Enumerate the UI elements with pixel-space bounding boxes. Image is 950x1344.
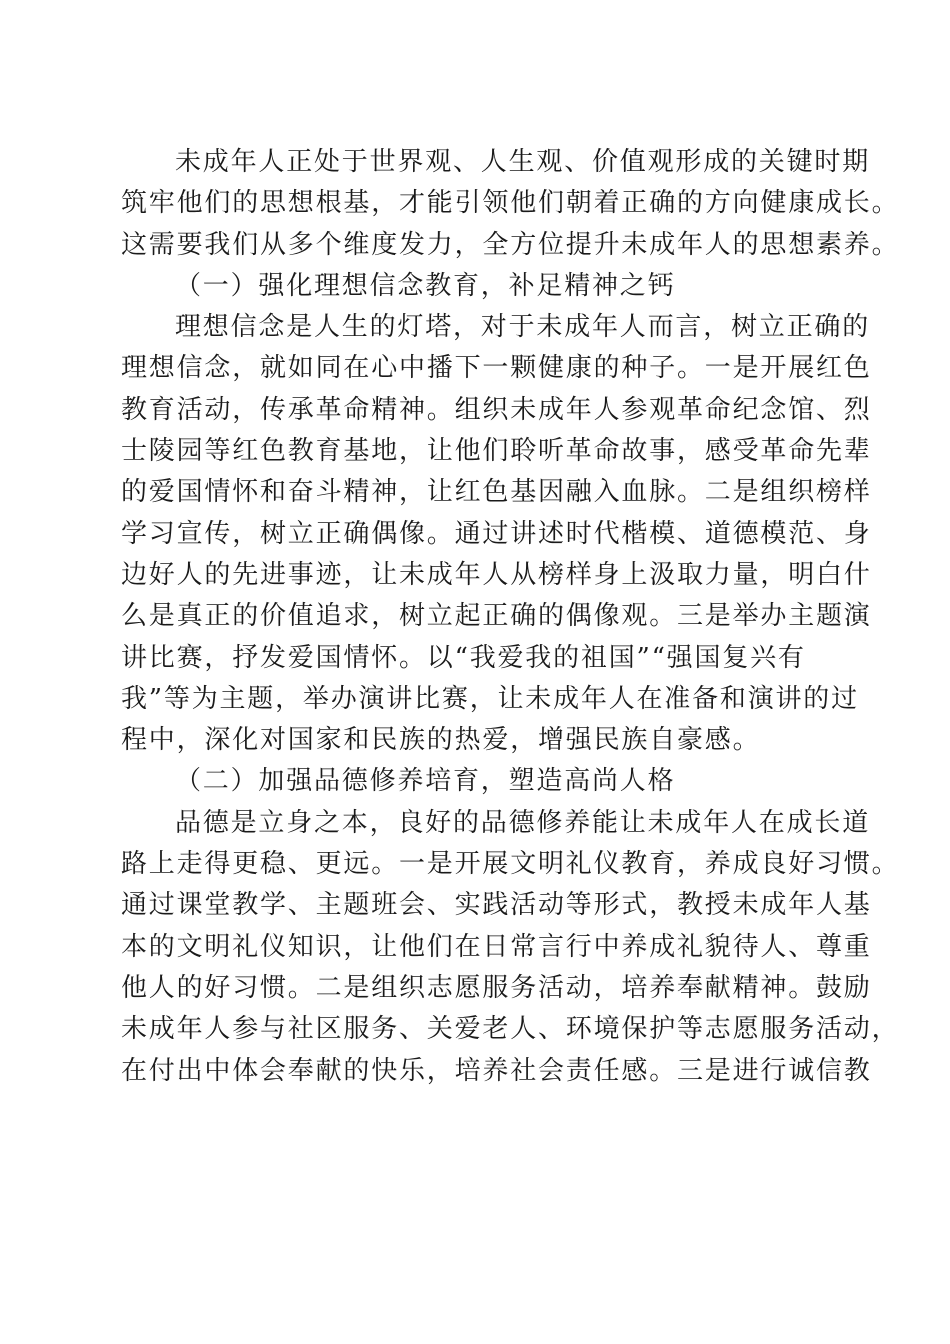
paragraph-line: 理想信念，就如同在心中播下一颗健康的种子。一是开展红色: [121, 353, 872, 384]
paragraph-line: 的爱国情怀和奋斗精神，让红色基因融入血脉。二是组织榜样: [121, 477, 872, 508]
paragraph-line: 筑牢他们的思想根基，才能引领他们朝着正确的方向健康成长。: [121, 188, 900, 219]
paragraph-line: 士陵园等红色教育基地，让他们聆听革命故事，感受革命先辈: [121, 436, 872, 467]
paragraph-line: 未成年人参与社区服务、关爱老人、环境保护等志愿服务活动，: [121, 1014, 900, 1045]
paragraph-line: 理想信念是人生的灯塔，对于未成年人而言，树立正确的: [175, 312, 871, 343]
paragraph-line: 教育活动，传承革命精神。组织未成年人参观革命纪念馆、烈: [121, 394, 872, 425]
paragraph-line: 讲比赛，抒发爱国情怀。以“我爱我的祖国”“强国复兴有: [121, 642, 806, 673]
paragraph-line: 在付出中体会奉献的快乐，培养社会责任感。三是进行诚信教: [121, 1055, 872, 1086]
paragraph-line: 边好人的先进事迹，让未成年人从榜样身上汲取力量，明白什: [121, 559, 872, 590]
paragraph-line: 这需要我们从多个维度发力，全方位提升未成年人的思想素养。: [121, 229, 900, 260]
paragraph-line: 我”等为主题，举办演讲比赛，让未成年人在准备和演讲的过: [121, 683, 859, 714]
body-text: [121, 142, 900, 1092]
section-heading-2: （二）加强品德修养培育，塑造高尚人格: [175, 766, 676, 797]
paragraph-line: 本的文明礼仪知识，让他们在日常言行中养成礼貌待人、尊重: [121, 931, 872, 962]
section-heading-1: （一）强化理想信念教育，补足精神之钙: [175, 270, 676, 301]
paragraph-line: 他人的好习惯。二是组织志愿服务活动，培养奉献精神。鼓励: [121, 972, 872, 1003]
paragraph-line: 么是真正的价值追求，树立起正确的偶像观。三是举办主题演: [121, 601, 872, 632]
paragraph-line: 程中，深化对国家和民族的热爱，增强民族自豪感。: [121, 725, 761, 756]
paragraph-line: 通过课堂教学、主题班会、实践活动等形式，教授未成年人基: [121, 890, 872, 921]
paragraph-line: 学习宣传，树立正确偶像。通过讲述时代楷模、道德模范、身: [121, 518, 872, 549]
paragraph-line: 未成年人正处于世界观、人生观、价值观形成的关键时期: [175, 147, 871, 177]
paragraph-line: 品德是立身之本，良好的品德修养能让未成年人在成长道: [175, 807, 871, 838]
paragraph-line: 路上走得更稳、更远。一是开展文明礼仪教育，养成良好习惯。: [121, 849, 900, 880]
